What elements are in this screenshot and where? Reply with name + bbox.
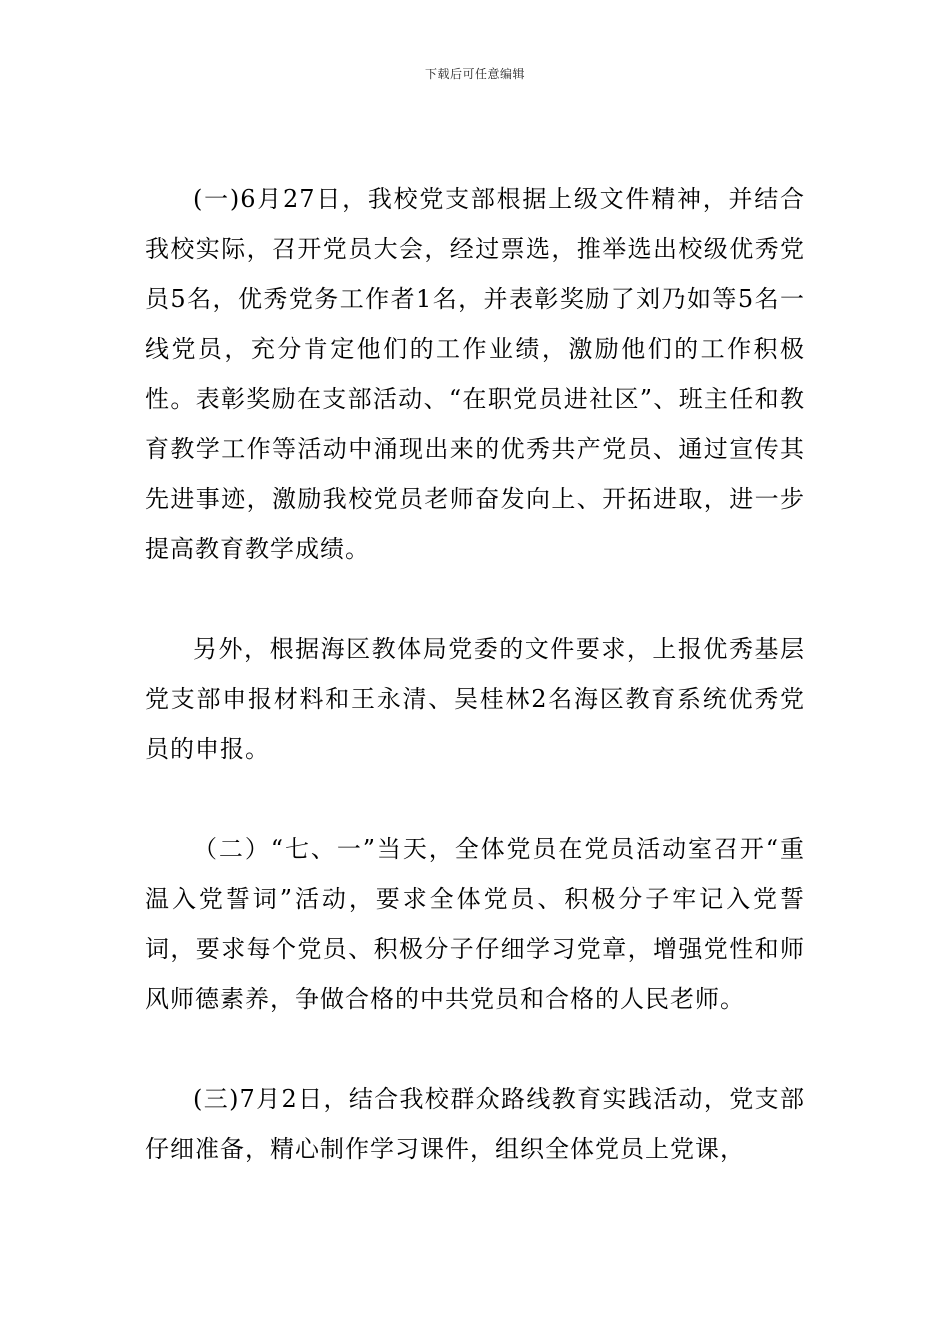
paragraph-additional: 另外，根据海区教体局党委的文件要求，上报优秀基层党支部申报材料和王永清、吴桂林2名海区教育系统优秀党员的申报。 <box>145 635 805 763</box>
paragraph-section-1: (一)6月27日，我校党支部根据上级文件精神，并结合我校实际，召开党员大会，经过票选，推举选出校级优秀党员5名，优秀党务工作者1名，并表彰奖励了刘乃如等5名一线党员，充分肯定他们的工作业绩，激励他们的工作积极性。表彰奖励在支部活动、“在职党员进社区”、班主任和教育教学工作等活动中涌现出来的优秀共产党员、通过宣传其先进事迹，激励我校党员老师奋发向上、开拓进取，进一步提高教育教学成绩。 <box>145 185 805 563</box>
paragraph-section-3: (三)7月2日，结合我校群众路线教育实践活动，党支部仔细准备，精心制作学习课件，组织全体党员上党课， <box>145 1085 805 1163</box>
paragraph-section-2: （二）“七、一”当天，全体党员在党员活动室召开“重温入党誓词”活动，要求全体党员、积极分子牢记入党誓词，要求每个党员、积极分子仔细学习党章，增强党性和师风师德素养，争做合格的中共党员和合格的人民老师。 <box>145 835 805 1013</box>
page-header: 下载后可任意编辑 <box>424 67 525 81</box>
document-body <box>145 174 805 1174</box>
